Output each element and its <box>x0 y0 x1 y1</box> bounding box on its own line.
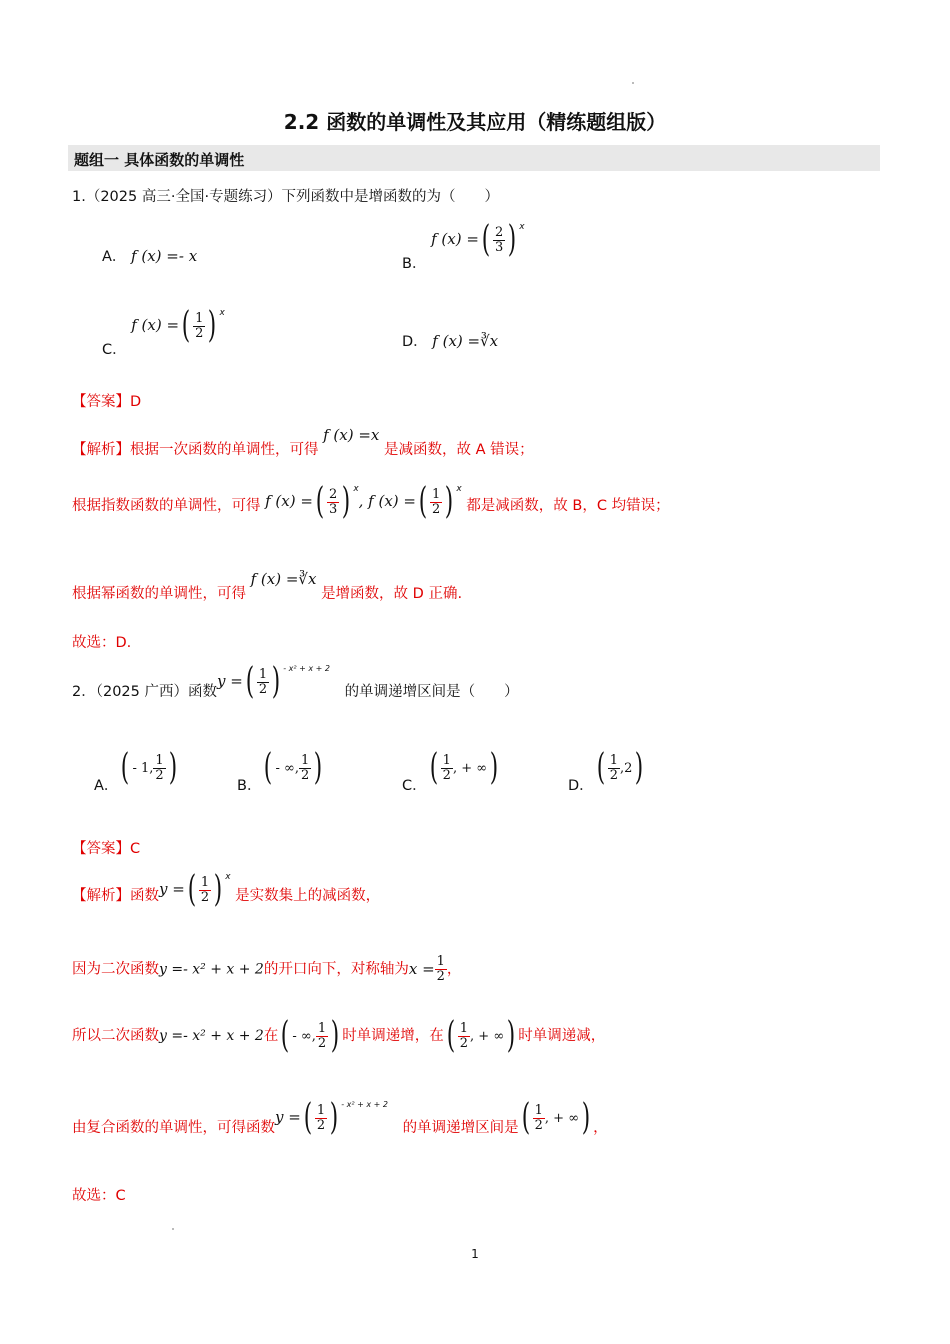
page-number: 1 <box>471 1247 479 1261</box>
page-title: 2.2 函数的单调性及其应用（精练题组版） <box>283 110 667 134</box>
q1-stem: 1.（2025 高三·全国·专题练习）下列函数中是增函数的为（ ） <box>72 189 500 205</box>
q2-option-b[interactable]: B．( - ∞, $\frac{1}{2}$ ) <box>237 747 323 794</box>
q2-option-d[interactable]: D．( $\frac{1}{2}$ ,2) <box>568 747 644 794</box>
q1-option-c[interactable]: C． f (x) =( $\frac{1}{2}$ ) $^x$ <box>102 305 225 358</box>
q1-explanation-line3: 根据幂函数的单调性，可得 f (x) =∛x 是增函数，故 D 正确. <box>72 570 463 602</box>
speck <box>172 1228 174 1230</box>
q2-stem: 2．（2025 广西）函数y =( $\frac{1}{2}$ ) $^{- x^2 + x + 2}$ 的单调递增区间是（ ） <box>72 661 519 702</box>
q2-explanation-line4: 由复合函数的单调性，可得函数y =( $\frac{1}{2}$ ) $^{- x^2 + x + 2}$ 的单调递增区间是( $\frac{1}{2}$ , + ∞) ， <box>72 1097 608 1138</box>
q1-explanation-line1: 【解析】根据一次函数的单调性，可得 f (x) =x 是减函数，故 A 错误； <box>72 426 534 458</box>
q1-explanation-line2: 根据指数函数的单调性，可得 f (x) =( $\frac{2}{3}$ ) $^x$, f (x) =( $\frac{1}{2}$ ) $^x$ 都是减函数，故 B，C 均错误； <box>72 481 670 522</box>
q2-explanation-line1: 【解析】函数y =( $\frac{1}{2}$ ) $^x$ 是实数集上的减函数， <box>72 869 381 910</box>
q1-option-d[interactable]: D． f (x) =∛x <box>402 332 499 350</box>
q2-answer: 【答案】C <box>72 841 141 857</box>
q2-choose: 故选：C <box>72 1188 126 1204</box>
q1-option-b[interactable]: B． f (x) =( $\frac{2}{3}$ ) $^x$ <box>402 219 525 272</box>
q2-explanation-line3: 所以二次函数y =- x² + x + 2在( - ∞, $\frac{1}{2}$ ) 时单调递增，在( $\frac{1}{2}$ , + ∞) 时单调递减， <box>72 1015 606 1056</box>
speck <box>632 82 634 84</box>
q2-option-c[interactable]: C．( $\frac{1}{2}$ , + ∞) <box>402 747 499 794</box>
q2-option-a[interactable]: A．( - 1, $\frac{1}{2}$ ) <box>94 747 177 794</box>
q2-explanation-line2: 因为二次函数y =- x² + x + 2的开口向下，对称轴为x = $\frac{1}{2}$ ， <box>72 954 462 984</box>
q1-choose: 故选：D. <box>72 635 132 651</box>
q1-option-a[interactable]: A． f (x) =- x <box>102 247 198 265</box>
section-header <box>68 145 880 171</box>
q1-option-a-expr: f (x) =- x <box>131 247 198 265</box>
section-title: 题组一 具体函数的单调性 <box>74 151 245 169</box>
q1-answer: 【答案】D <box>72 394 142 410</box>
